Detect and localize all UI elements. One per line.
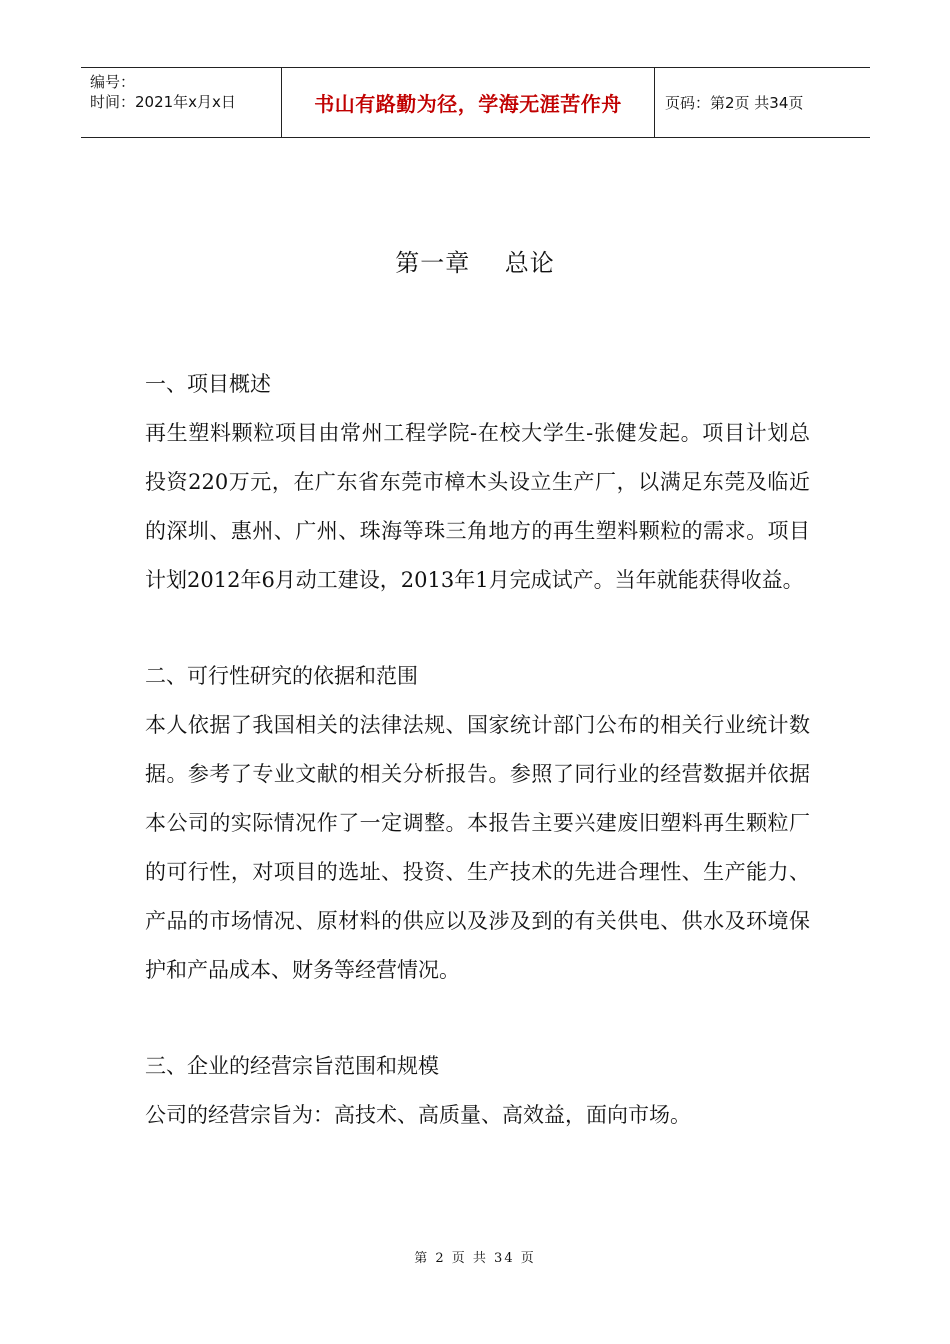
section-paragraph: 本人依据了我国相关的法律法规、国家统计部门公布的相关行业统计数据。参考了专业文献的相关分析报告。参照了同行业的经营数据并依据本公司的实际情况作了一定调整。本报告主要兴建废旧塑料再生颗粒厂的可行性，对项目的选址、投资、生产技术的先进合理性、生产能力、产品的市场情况、原材料的供应以及涉及到的有关供电、供水及环境保护和产品成本、财务等经营情况。 [145,713,810,982]
number-label: 编号： [90,73,136,91]
section-business-purpose [145,1049,810,1140]
section-feasibility-basis [145,659,810,995]
header-motto: 书山有路勤为径，学海无涯苦作舟 [282,68,655,137]
section-paragraph: 公司的经营宗旨为：高技术、高质量、高效益，面向市场。 [145,1103,691,1127]
page-footer: 第 2 页 共 34 页 [414,1251,536,1266]
section-overview [145,367,810,605]
document-body [145,367,810,1140]
chapter-title: 第一章 总论 [395,249,555,277]
header-meta [81,68,282,137]
page-header [81,67,870,138]
section-heading: 二、可行性研究的依据和范围 [145,664,418,688]
section-paragraph: 再生塑料颗粒项目由常州工程学院-在校大学生-张健发起。项目计划总投资220万元，在广东省东莞市樟木头设立生产厂，以满足东莞及临近的深圳、惠州、广州、珠海等珠三角地方的再生塑料颗粒的需求。项目计划2012年6月动工建设，2013年1月完成试产。当年就能获得收益。 [145,421,810,592]
header-page-info: 页码：第2页 共34页 [665,94,804,112]
date-label: 时间：2021年x月x日 [90,93,236,111]
section-heading: 三、企业的经营宗旨范围和规模 [145,1054,439,1078]
section-heading: 一、项目概述 [145,372,271,396]
